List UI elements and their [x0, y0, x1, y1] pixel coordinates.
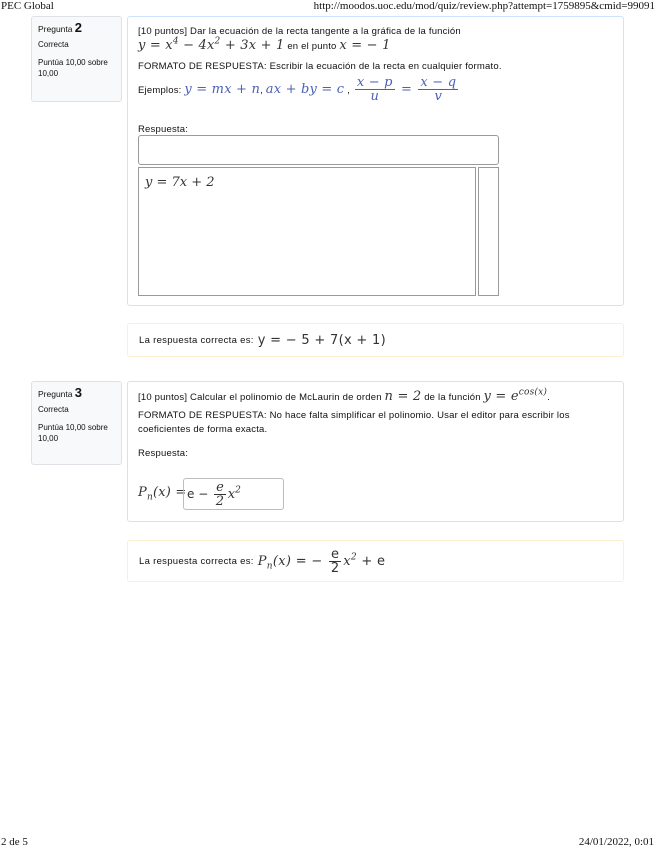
answer-prefix-formula: $P_n(x)$ = — [138, 485, 187, 503]
question-2-examples: Ejemplos: y = mx + n, ax + by = c , $\frac{x - p}{u}$ = $\frac{x - q}{v}$ — [138, 76, 613, 103]
question-3-intro: [10 puntos] Calcular el polinomio de McLaurin de orden — [138, 392, 382, 403]
question-2-info — [31, 16, 122, 102]
question-2-feedback — [127, 323, 624, 357]
function-formula: $y = e^{cos(x)}$ — [483, 387, 548, 404]
function-formula: $y = x^4 - 4x^2 + 3x + 1$ — [138, 36, 285, 53]
question-grade-max: 10,00 — [38, 69, 59, 78]
page-number: 2 de 5 — [1, 836, 28, 848]
answer-label: Respuesta: — [138, 448, 189, 459]
answer-input[interactable] — [183, 478, 284, 510]
correct-answer-label: La respuesta correcta es: — [139, 334, 254, 346]
examples-label: Ejemplos: — [138, 85, 182, 96]
correct-answer-formula: y = − 5 + 7(x + 1) — [257, 332, 386, 348]
print-url: http://moodos.uoc.edu/mod/quiz/review.php?attempt=1759895&cmid=99091 — [313, 0, 655, 12]
correct-answer-formula: $P_n(x)$ = − $\frac{e}{2}$ $x^2 + e$ — [257, 546, 386, 576]
question-3-feedback — [127, 540, 624, 582]
question-3-format: FORMATO DE RESPUESTA: No hace falta simplificar el polinomio. Usar el editor para escribir los coeficientes de forma exacta. — [138, 410, 570, 435]
answer-label: Respuesta: — [138, 124, 189, 135]
question-number: 2 — [74, 20, 82, 35]
question-2-format: FORMATO DE RESPUESTA: Escribir la ecuación de la recta en cualquier formato. — [138, 61, 502, 72]
print-datetime: 24/01/2022, 0:01 — [578, 836, 654, 848]
question-number: 3 — [74, 385, 82, 400]
print-header — [0, 0, 655, 14]
question-grade-max: 10,00 — [38, 434, 59, 443]
question-3-intro-line: [10 puntos] Calcular el polinomio de McLaurin de orden n = 2 de la función $y = e^{cos(x)}$. — [138, 387, 550, 404]
question-2-intro: [10 puntos] Dar la ecuación de la recta tangente a la gráfica de la función — [138, 26, 461, 37]
point-formula: x = − 1 — [339, 38, 391, 53]
example-formula-1: y = mx + n — [184, 82, 261, 97]
example-formula-2: ax + by = c — [265, 82, 345, 97]
print-footer — [0, 836, 655, 848]
at-point-text: en el punto — [287, 41, 337, 52]
question-label: Pregunta — [38, 389, 73, 399]
answer-value: y = 7x + 2 — [145, 175, 215, 190]
question-2-function-line — [138, 36, 613, 54]
example-formula-3: $\frac{x - p}{u}$ = $\frac{x - q}{v}$ — [356, 75, 457, 104]
order-formula: n = 2 — [384, 389, 422, 404]
correct-answer-label: La respuesta correcta es: — [139, 555, 254, 567]
editor-side-panel[interactable] — [478, 167, 499, 296]
print-title: PEC Global — [1, 0, 54, 12]
question-label: Pregunta — [38, 24, 73, 34]
question-grade: Puntúa 10,00 sobre — [38, 58, 108, 67]
question-grade: Puntúa 10,00 sobre — [38, 423, 108, 432]
question-3-intro-mid: de la función — [424, 392, 481, 403]
question-state: Correcta — [38, 40, 69, 49]
question-state: Correcta — [38, 405, 69, 414]
question-3-info — [31, 381, 122, 465]
answer-editor[interactable] — [138, 167, 476, 296]
math-editor-toolbar[interactable] — [138, 135, 499, 165]
answer-value-formula: e − $\frac{e}{2}$ $x^2$ — [187, 479, 241, 509]
